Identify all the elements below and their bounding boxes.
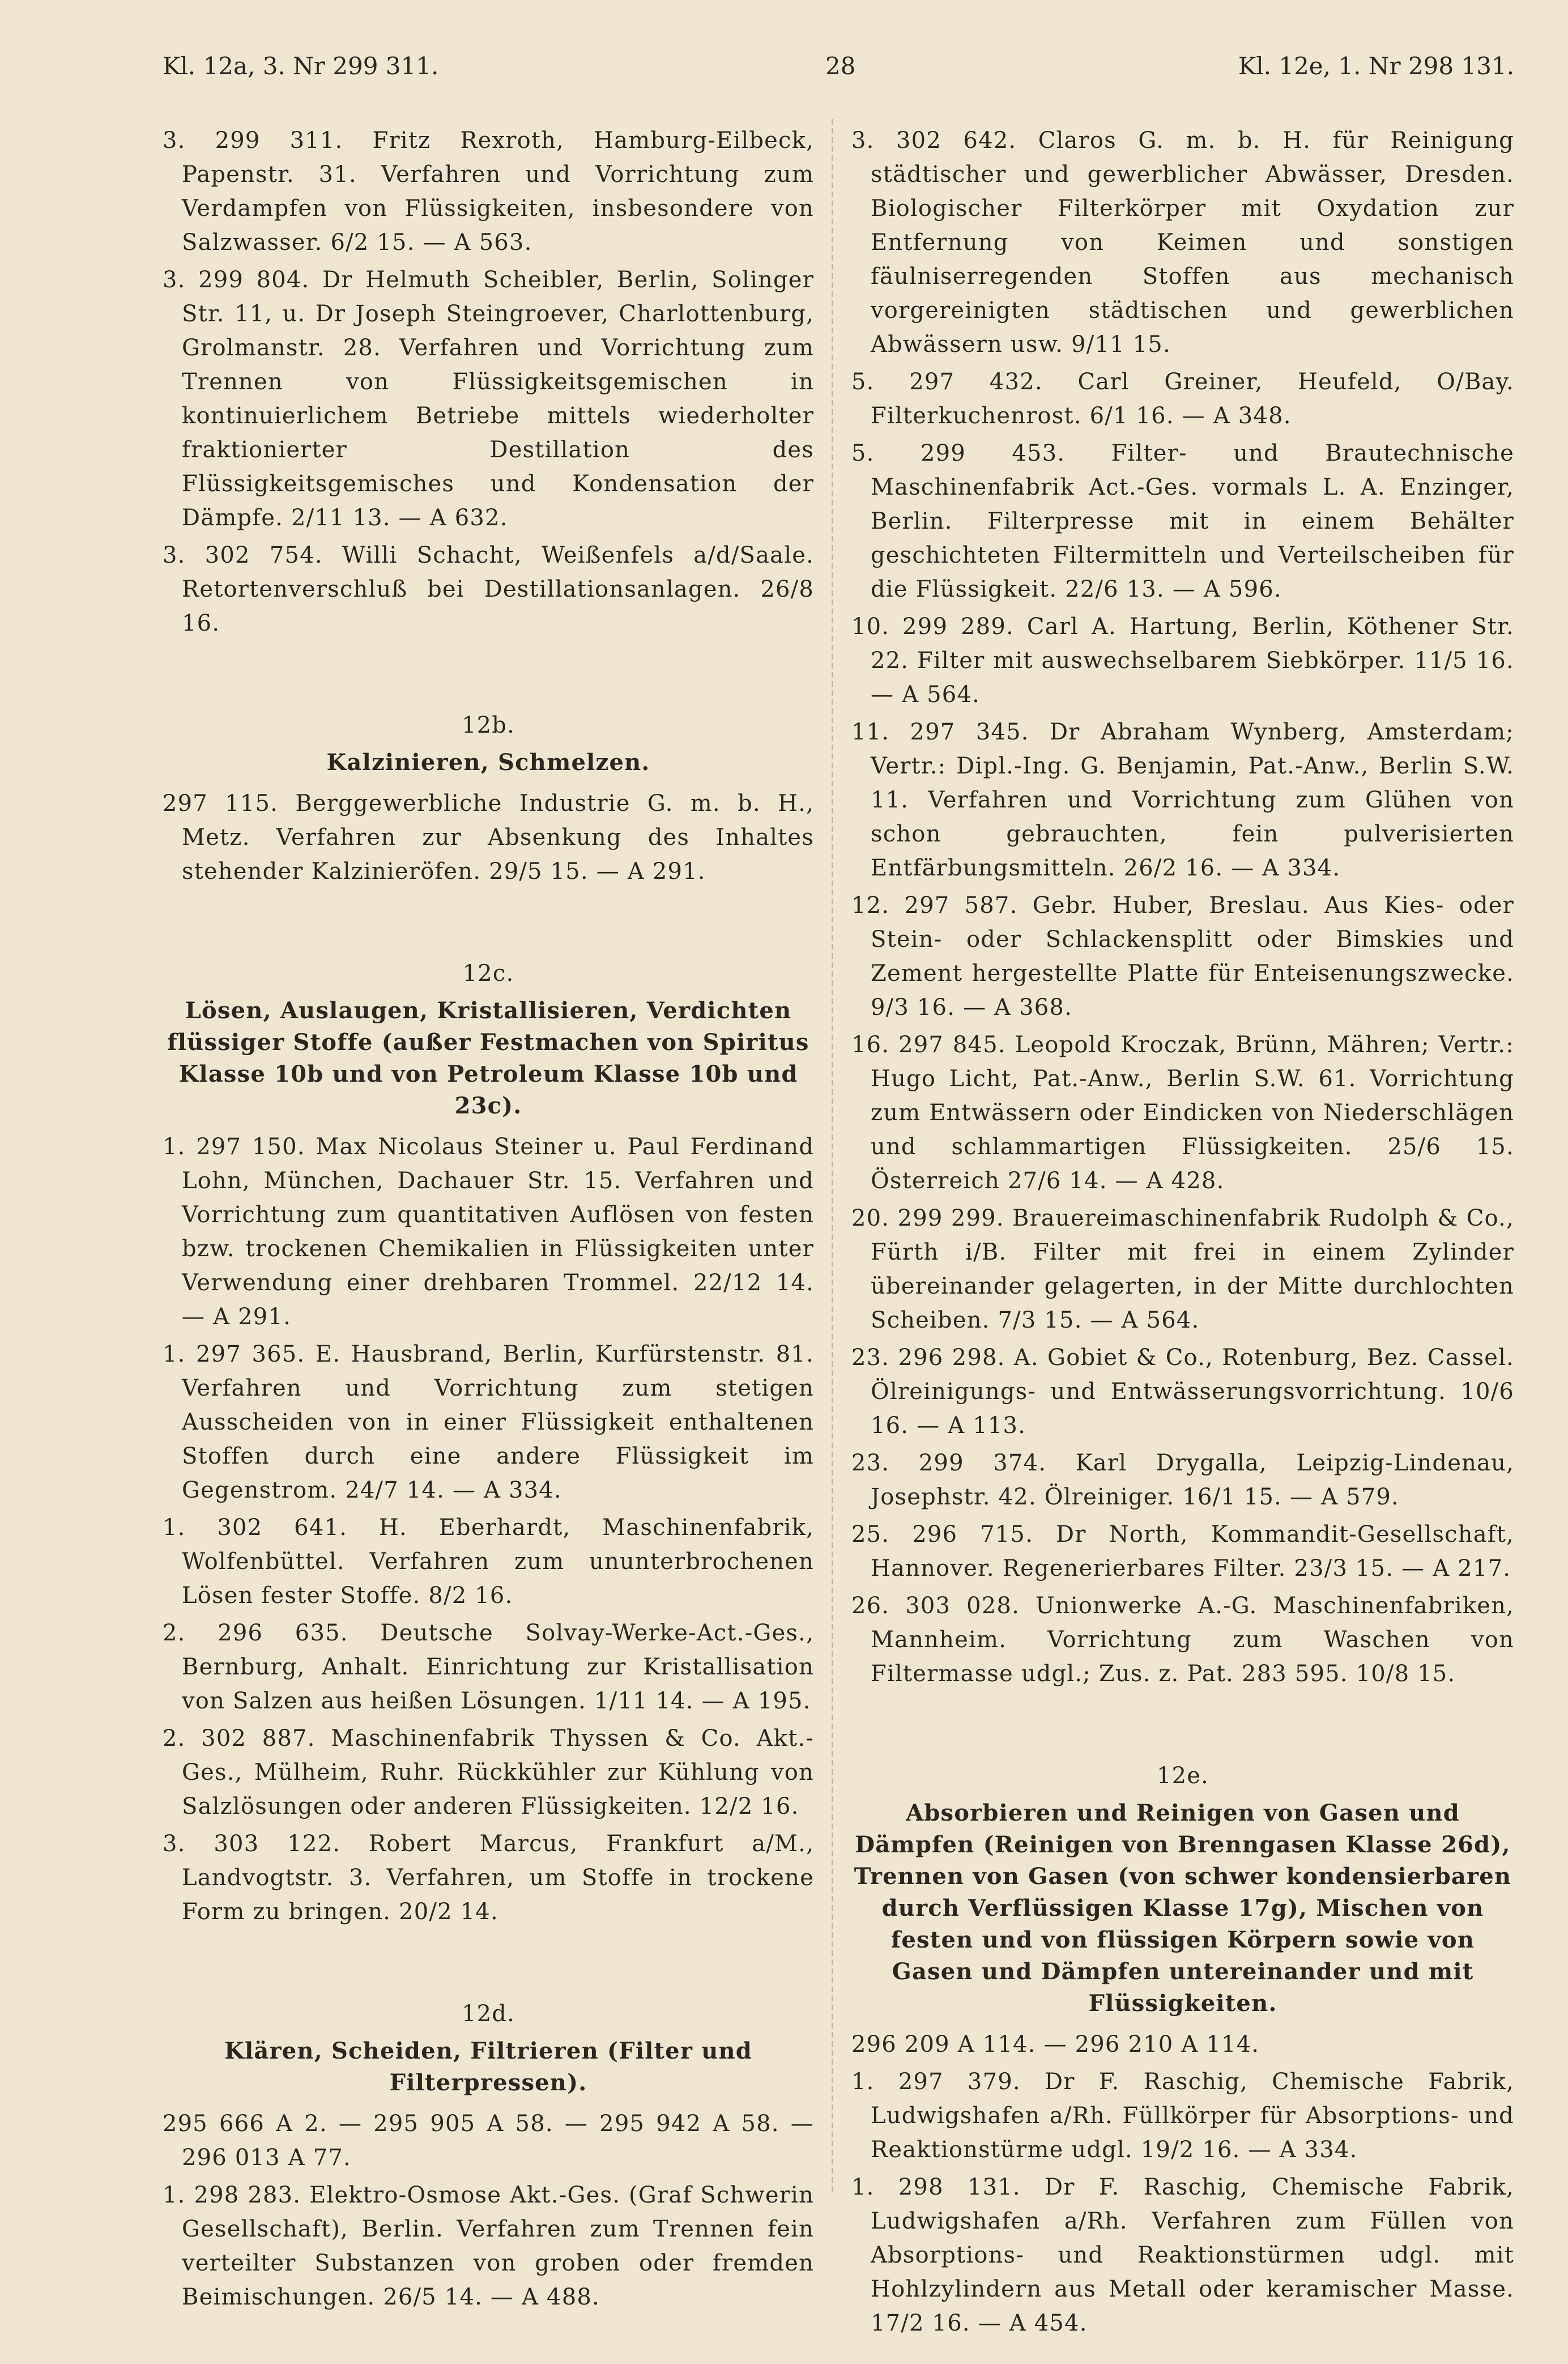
patent-entry: 25. 296 715. Dr North, Kommandit-Gesellschaft, Hannover. Regenerierbares Filter. 23/3 15. — A 217. — [851, 1521, 1514, 1581]
patent-entry: 2. 302 887. Maschinenfabrik Thyssen & Co. Akt.-Ges., Mülheim, Ruhr. Rückkühler zur Kühlung von Salzlösungen oder anderen Flüssigkeiten. 12/2 16. — [163, 1725, 814, 1819]
patent-entry: 1. 302 641. H. Eberhardt, Maschinenfabrik, Wolfenbüttel. Verfahren zum ununterbrochenen Lösen fester Stoffe. 8/2 16. — [163, 1515, 814, 1609]
patent-entry: 1. 297 365. E. Hausbrand, Berlin, Kurfürstenstr. 81. Verfahren und Vorrichtung zum stetigen Ausscheiden von in einer Flüssigkeit enthaltenen Stoffen durch eine andere Flüssigkeit im Gegenstrom. 24/7 14. — A 334. — [163, 1341, 814, 1503]
section-number: 12e. — [1156, 1763, 1209, 1789]
section-12e — [851, 1759, 1514, 2340]
page-number: 28 — [825, 52, 856, 80]
patent-entry: 3. 302 642. Claros G. m. b. H. für Reinigung städtischer und gewerblicher Abwässer, Dresden. Biologischer Filterkörper mit Oxydation zur Entfernung von Keimen und sonstigen fäulniserregenden Stoffen aus mechanisch vorgereinigten städtischen und gewerblichen Abwässern usw. 9/11 15. — [851, 127, 1514, 358]
patent-entry: 297 115. Berggewerbliche Industrie G. m. b. H., Metz. Verfahren zur Absenkung des Inhaltes stehender Kalzinieröfen. 29/5 15. — A 291. — [163, 790, 814, 885]
section-title: Klären, Scheiden, Filtrieren (Filter und Filterpressen). — [224, 2038, 752, 2096]
left-column — [163, 124, 814, 2318]
section-number: 12d. — [461, 2001, 515, 2027]
section-continued — [163, 124, 814, 640]
patent-entry: 10. 299 289. Carl A. Hartung, Berlin, Köthener Str. 22. Filter mit auswechselbarem Siebkörper. 11/5 16. — A 564. — [851, 614, 1514, 708]
right-column — [851, 124, 1514, 2344]
patent-entry: 1. 297 379. Dr F. Raschig, Chemische Fabrik, Ludwigshafen a/Rh. Füllkörper für Absorptions- und Reaktionstürme udgl. 19/2 16. — A 334. — [851, 2069, 1514, 2163]
patent-entry: 11. 297 345. Dr Abraham Wynberg, Amsterdam; Vertr.: Dipl.-Ing. G. Benjamin, Pat.-Anw., Berlin S.W. 11. Verfahren und Vorrichtung zum Glühen von schon gebrauchten, fein pulverisierten Entfärbungsmitteln. 26/2 16. — A 334. — [851, 719, 1514, 881]
header-left: Kl. 12a, 3. Nr 299 311. — [163, 52, 439, 80]
patent-entry: 16. 297 845. Leopold Kroczak, Brünn, Mähren; Vertr.: Hugo Licht, Pat.-Anw., Berlin S.W. 61. Vorrichtung zum Entwässern oder Eindicken von Niederschlägen und schlammartigen Flüssigkeiten. 25/6 15. Österreich 27/6 14. — A 428. — [851, 1032, 1514, 1194]
patent-entry: 23. 299 374. Karl Drygalla, Leipzig-Lindenau, Josephstr. 42. Ölreiniger. 16/1 15. — A 579. — [851, 1450, 1514, 1510]
section-12c — [163, 956, 814, 1929]
section-number: 12b. — [461, 712, 515, 738]
patent-entry: 1. 297 150. Max Nicolaus Steiner u. Paul Ferdinand Lohn, München, Dachauer Str. 15. Verfahren und Vorrichtung zum quantitativen Auflösen von festen bzw. trockenen Chemikalien in Flüssigkeiten unter Verwendung einer drehbaren Trommel. 22/12 14. — A 291. — [163, 1134, 814, 1330]
patent-entry: 1. 298 131. Dr F. Raschig, Chemische Fabrik, Ludwigshafen a/Rh. Verfahren zum Füllen von Absorptions- und Reaktionstürmen udgl. mit Hohlzylindern aus Metall oder keramischer Masse. 17/2 16. — A 454. — [851, 2174, 1514, 2336]
patent-entry: 20. 299 299. Brauereimaschinenfabrik Rudolph & Co., Fürth i/B. Filter mit frei in einem Zylinder übereinander gelagerten, in der Mitte durchlochten Scheiben. 7/3 15. — A 564. — [851, 1205, 1514, 1333]
patent-entry: 296 209 A 114. — 296 210 A 114. — [851, 2031, 1260, 2057]
patent-entry: 5. 297 432. Carl Greiner, Heufeld, O/Bay. Filterkuchenrost. 6/1 16. — A 348. — [851, 369, 1514, 429]
column-divider — [832, 119, 833, 2193]
running-header — [163, 52, 1514, 86]
section-number: 12c. — [462, 960, 514, 987]
patent-entry: 23. 296 298. A. Gobiet & Co., Rotenburg, Bez. Cassel. Ölreinigungs- und Entwässerungsvorrichtung. 10/6 16. — A 113. — [851, 1345, 1514, 1439]
patent-entry: 3. 299 804. Dr Helmuth Scheibler, Berlin, Solinger Str. 11, u. Dr Joseph Steingroever, Charlottenburg, Grolmanstr. 28. Verfahren und Vorrichtung zum Trennen von Flüssigkeitsgemischen in kontinuierlichem Betriebe mittels wiederholter fraktionierter Destillation des Flüssigkeitsgemisches und Kondensation der Dämpfe. 2/11 13. — A 632. — [163, 267, 814, 531]
section-12b — [163, 708, 814, 888]
section-title: Lösen, Auslaugen, Kristallisieren, Verdichten flüssiger Stoffe (außer Festmachen von Spiritus Klasse 10b und von Petroleum Klasse 10b und 23c). — [167, 997, 809, 1119]
patent-entry: 5. 299 453. Filter- und Brautechnische Maschinenfabrik Act.-Ges. vormals L. A. Enzinger, Berlin. Filterpresse mit in einem Behälter geschichteten Filtermitteln und Verteilscheiben für die Flüssigkeit. 22/6 13. — A 596. — [851, 440, 1514, 602]
section-title: Absorbieren und Reinigen von Gasen und Dämpfen (Reinigen von Brenngasen Klasse 26d), Trennen von Gasen (von schwer kondensierbaren durch Verflüssigen Klasse 17g), Mischen von festen und von flüssigen Körpern sowie von Gasen und Dämpfen untereinander und mit Flüssigkeiten. — [854, 1800, 1512, 2017]
section-continued — [851, 124, 1514, 1691]
patent-entry: 12. 297 587. Gebr. Huber, Breslau. Aus Kies- oder Stein- oder Schlackensplitt oder Bimskies und Zement hergestellte Platte für Enteisenungszwecke. 9/3 16. — A 368. — [851, 892, 1514, 1021]
patent-entry: 1. 298 283. Elektro-Osmose Akt.-Ges. (Graf Schwerin Gesellschaft), Berlin. Verfahren zum Trennen fein verteilter Substanzen von groben oder fremden Beimischungen. 26/5 14. — A 488. — [163, 2182, 814, 2310]
patent-entry: 2. 296 635. Deutsche Solvay-Werke-Act.-Ges., Bernburg, Anhalt. Einrichtung zur Kristallisation von Salzen aus heißen Lösungen. 1/11 14. — A 195. — [163, 1620, 814, 1714]
patent-entry: 295 666 A 2. — 295 905 A 58. — 295 942 A 58. — 296 013 A 77. — [163, 2111, 814, 2171]
section-title: Kalzinieren, Schmelzen. — [326, 749, 650, 776]
patent-entry: 3. 302 754. Willi Schacht, Weißenfels a/d/Saale. Retortenverschluß bei Destillationsanlagen. 26/8 16. — [163, 542, 814, 636]
section-12d — [163, 1997, 814, 2314]
patent-entry: 26. 303 028. Unionwerke A.-G. Maschinenfabriken, Mannheim. Vorrichtung zum Waschen von Filtermasse udgl.; Zus. z. Pat. 283 595. 10/8 15. — [851, 1593, 1514, 1687]
patent-entry: 3. 303 122. Robert Marcus, Frankfurt a/M., Landvogtstr. 3. Verfahren, um Stoffe in trockene Form zu bringen. 20/2 14. — [163, 1831, 814, 1925]
patent-entry: 3. 299 311. Fritz Rexroth, Hamburg-Eilbeck, Papenstr. 31. Verfahren und Vorrichtung zum Verdampfen von Flüssigkeiten, insbesondere von Salzwasser. 6/2 15. — A 563. — [163, 127, 814, 256]
header-right: Kl. 12e, 1. Nr 298 131. — [1238, 52, 1514, 80]
